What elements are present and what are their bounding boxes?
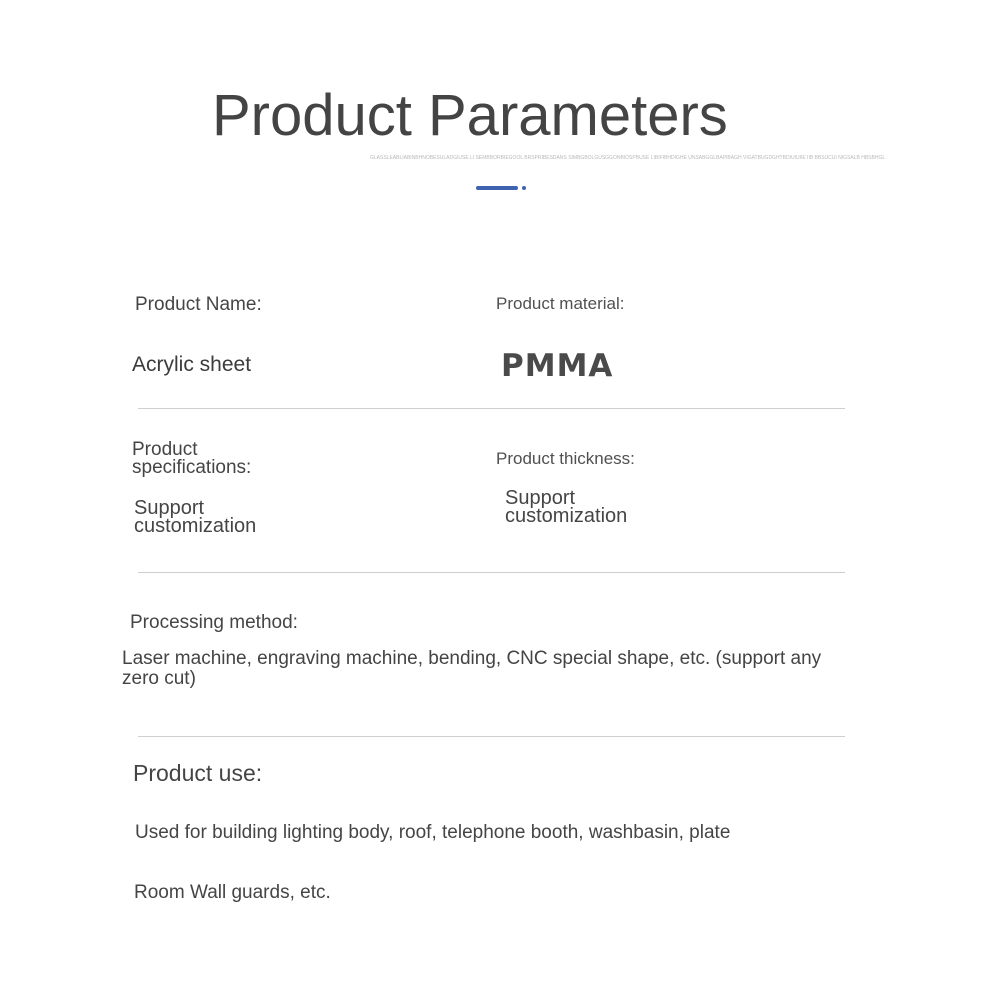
product-material-value: PMMA [501, 348, 614, 384]
divider-2 [138, 572, 845, 573]
product-thickness-label: Product thickness: [496, 449, 635, 468]
product-use-line-1: Used for building lighting body, roof, telephone booth, washbasin, plate [135, 822, 731, 843]
product-specifications-label: Product specifications: [132, 439, 252, 478]
product-specifications-value: Support customization [134, 497, 257, 537]
product-name-label: Product Name: [135, 294, 262, 315]
product-thickness-value: Support customization [505, 487, 628, 527]
title-fine-print: GLASSLEABLIABINBHNOBESULADGIUSE LI SEMBBORBIEGOOL BRSPRIBESDANS SIMBGBOLGUSGGONBIOSPBUSE LIBIFIBHDIGHE UNSABGGLBAPIBAGH VIGATBUGDGHTBDIUIUIIE IIB BBSUCUI NIGSALB HBSBHGL [370, 155, 886, 161]
title-accent-dot [522, 186, 526, 190]
product-material-label: Product material: [496, 294, 625, 313]
title-accent-bar [476, 186, 518, 190]
processing-method-value: Laser machine, engraving machine, bending, CNC special shape, etc. (support any zero cut) [122, 648, 822, 689]
divider-1 [138, 408, 845, 409]
product-name-value: Acrylic sheet [132, 353, 252, 376]
divider-3 [138, 736, 845, 737]
product-use-label: Product use: [133, 760, 263, 786]
page-title: Product Parameters [212, 83, 728, 148]
processing-method-label: Processing method: [130, 612, 298, 633]
product-use-line-2: Room Wall guards, etc. [134, 882, 331, 903]
